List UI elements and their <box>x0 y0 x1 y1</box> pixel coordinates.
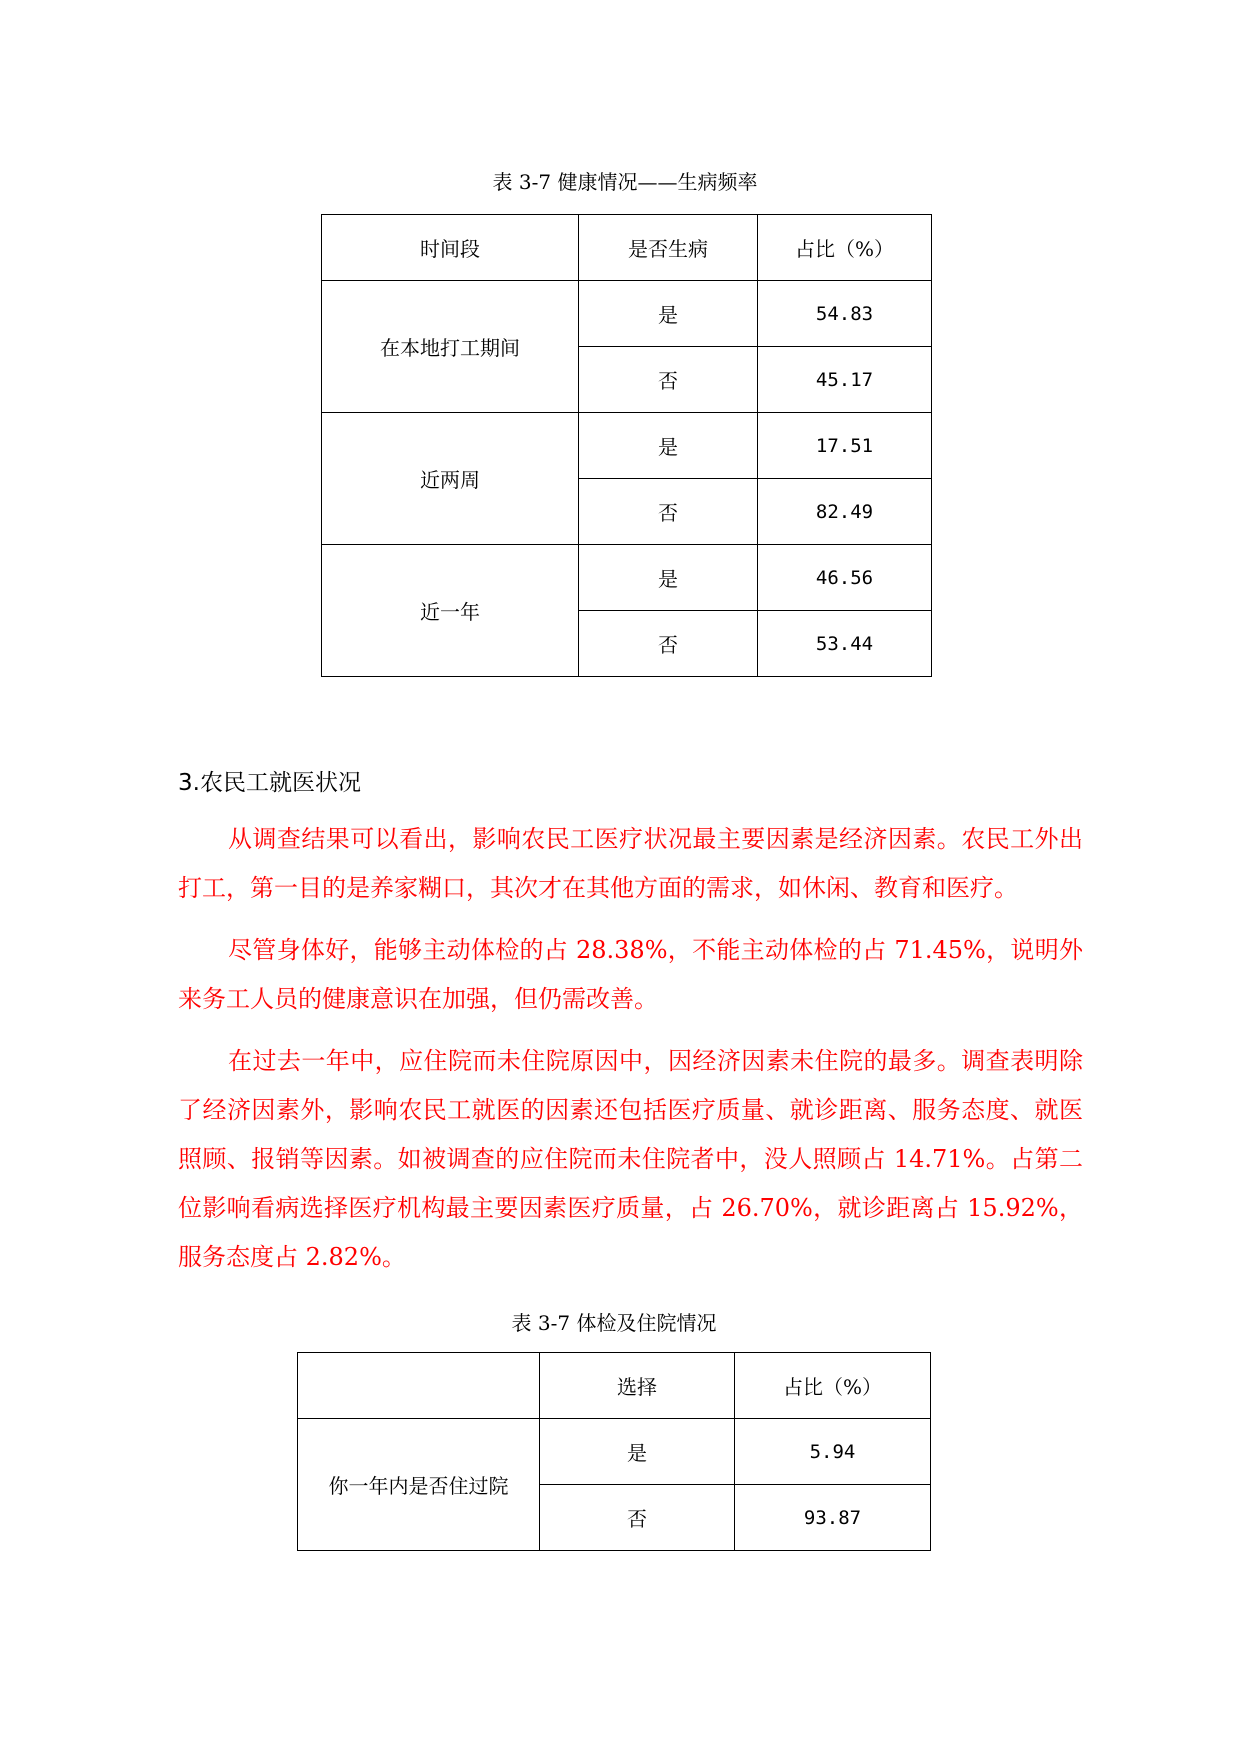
choice-cell: 否 <box>579 611 758 677</box>
value-cell: 45.17 <box>758 347 932 413</box>
table1-caption: 表 3-7 健康情况——生病频率 <box>492 170 758 194</box>
group-label: 你一年内是否住过院 <box>298 1419 540 1551</box>
table-row <box>298 1419 931 1485</box>
header-cell: 占比（%） <box>758 215 932 281</box>
table-row <box>322 281 932 347</box>
section-heading: 3.农民工就医状况 <box>178 770 361 796</box>
group-label: 近两周 <box>322 413 579 545</box>
value-cell: 82.49 <box>758 479 932 545</box>
table2 <box>297 1352 931 1551</box>
header-cell <box>298 1353 540 1419</box>
table-row <box>322 545 932 611</box>
choice-cell: 否 <box>540 1485 735 1551</box>
value-cell: 17.51 <box>758 413 932 479</box>
paragraph: 从调查结果可以看出，影响农民工医疗状况最主要因素是经济因素。农民工外出打工，第一目的是养家糊口，其次才在其他方面的需求，如休闲、教育和医疗。 <box>178 825 1083 902</box>
group-label: 近一年 <box>322 545 579 677</box>
paragraph: 在过去一年中，应住院而未住院原因中，因经济因素未住院的最多。调查表明除了经济因素外，影响农民工就医的因素还包括医疗质量、就诊距离、服务态度、就医照顾、报销等因素。如被调查的应住院而未住院者中，没人照顾占 14.71%。占第二位影响看病选择医疗机构最主要因素医疗质量，占 26.70%，就诊距离占 15.92%，服务态度占 2.82%。 <box>178 1047 1083 1271</box>
table-row <box>322 413 932 479</box>
table-header-row <box>298 1353 931 1419</box>
table2-caption: 表 3-7 体检及住院情况 <box>511 1311 717 1335</box>
header-cell: 占比（%） <box>735 1353 931 1419</box>
value-cell: 54.83 <box>758 281 932 347</box>
header-cell: 选择 <box>540 1353 735 1419</box>
group-label: 在本地打工期间 <box>322 281 579 413</box>
choice-cell: 否 <box>579 347 758 413</box>
value-cell: 53.44 <box>758 611 932 677</box>
value-cell: 5.94 <box>735 1419 931 1485</box>
paragraph: 尽管身体好，能够主动体检的占 28.38%，不能主动体检的占 71.45%，说明外来务工人员的健康意识在加强，但仍需改善。 <box>178 936 1083 1013</box>
choice-cell: 是 <box>579 281 758 347</box>
header-cell: 是否生病 <box>579 215 758 281</box>
table1 <box>321 214 932 677</box>
value-cell: 93.87 <box>735 1485 931 1551</box>
value-cell: 46.56 <box>758 545 932 611</box>
table-header-row <box>322 215 932 281</box>
choice-cell: 是 <box>579 413 758 479</box>
choice-cell: 是 <box>579 545 758 611</box>
choice-cell: 是 <box>540 1419 735 1485</box>
choice-cell: 否 <box>579 479 758 545</box>
header-cell: 时间段 <box>322 215 579 281</box>
